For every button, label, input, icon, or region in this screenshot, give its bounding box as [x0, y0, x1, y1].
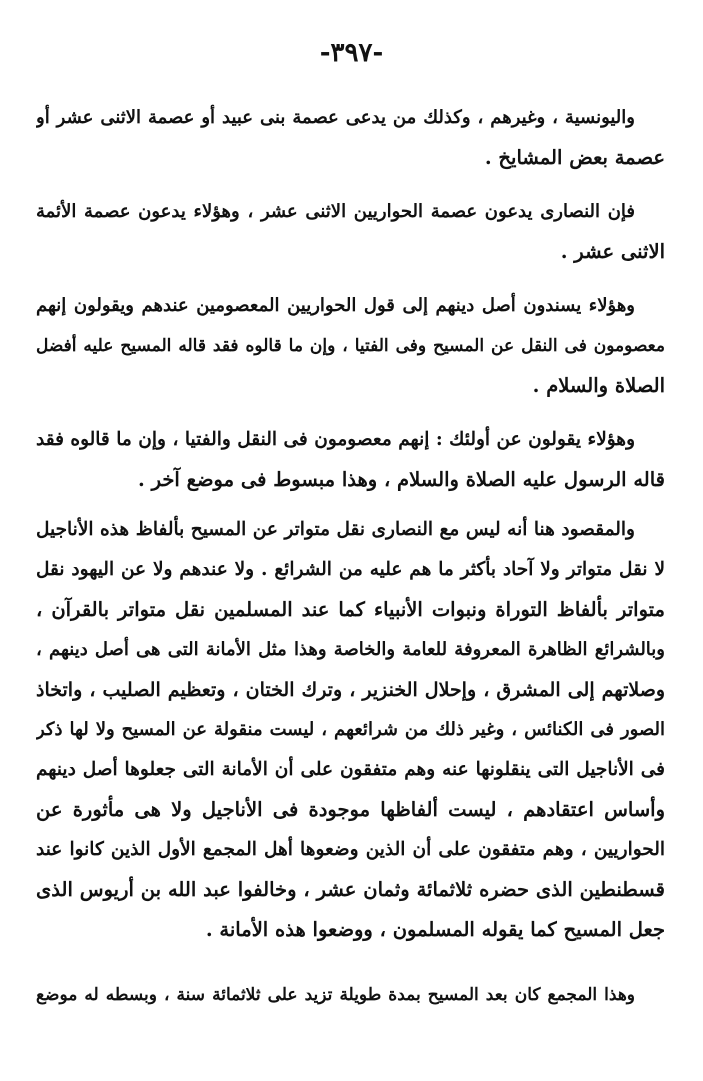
- text-line: وصلاتهم إلى المشرق ، وإحلال الخنزير ، وترك الختان ، وتعظيم الصليب ، واتخاذ: [36, 679, 665, 701]
- text-line: الصور فى الكنائس ، وغير ذلك من شرائعهم ، ليست منقولة عن المسيح ولا لها ذكر: [36, 719, 665, 740]
- text-line: قسطنطين الذى حضره ثلاثمائة وثمان عشر ، وخالفوا عبد الله بن أريوس الذى: [36, 878, 665, 901]
- text-line: فى الأناجيل التى ينقلونها عنه وهم متفقون على أن الأمانة التى جعلوها أصل دينهم: [36, 759, 665, 780]
- text-line: واليونسية ، وغيرهم ، وكذلك من يدعى عصمة بنى عبيد أو عصمة الاثنى عشر أو: [36, 107, 635, 128]
- text-line: قاله الرسول عليه الصلاة والسلام ، وهذا مبسوط فى موضع آخر .: [138, 468, 665, 491]
- text-line: لا نقل متواتر ولا آحاد بأكثر ما هم عليه من الشرائع . ولا عندهم ولا عن اليهود نقل: [36, 559, 665, 580]
- text-line: فإن النصارى يدعون عصمة الحواريين الاثنى عشر ، وهؤلاء يدعون عصمة الأئمة: [36, 201, 635, 222]
- text-line: وهذا المجمع كان بعد المسيح بمدة طويلة تزيد على ثلاثمائة سنة ، وبسطه له موضع: [36, 985, 635, 1005]
- text-line: الاثنى عشر .: [560, 240, 665, 263]
- text-line: وأساس اعتقادهم ، ليست ألفاظها موجودة فى الأناجيل ولا هى مأثورة عن: [36, 798, 665, 821]
- text-line: وهؤلاء يسندون أصل دينهم إلى قول الحواريين المعصومين عندهم ويقولون إنهم: [36, 295, 635, 316]
- text-line: وهؤلاء يقولون عن أولئك : إنهم معصومون فى النقل والفتيا ، وإن ما قالوه فقد: [36, 429, 635, 450]
- text-line: الحواريين ، وهم متفقون على أن الذين وضعوها أهل المجمع الأول الذين كانوا عند: [36, 839, 665, 860]
- text-line: عصمة بعض المشايخ .: [484, 146, 665, 169]
- text-line: والمقصود هنا أنه ليس مع النصارى نقل متواتر عن المسيح بألفاظ هذه الأناجيل: [36, 519, 635, 540]
- text-line: وبالشرائع الظاهرة المعروفة للعامة والخاصة وهذا مثل الأمانة التى هى أصل دينهم ،: [36, 639, 665, 660]
- page-number: -٣٩٧-: [319, 38, 384, 68]
- text-line: جعل المسيح كما يقوله المسلمون ، ووضعوا هذه الأمانة .: [205, 918, 665, 941]
- text-line: متواتر بألفاظ التوراة ونبوات الأنبياء كما عند المسلمين نقل متواتر بالقرآن ،: [36, 598, 665, 621]
- text-line: معصومون فى النقل عن المسيح وفى الفتيا ، وإن ما قالوه فقد قاله المسيح عليه أفضل: [36, 336, 665, 356]
- text-line: الصلاة والسلام .: [532, 374, 665, 397]
